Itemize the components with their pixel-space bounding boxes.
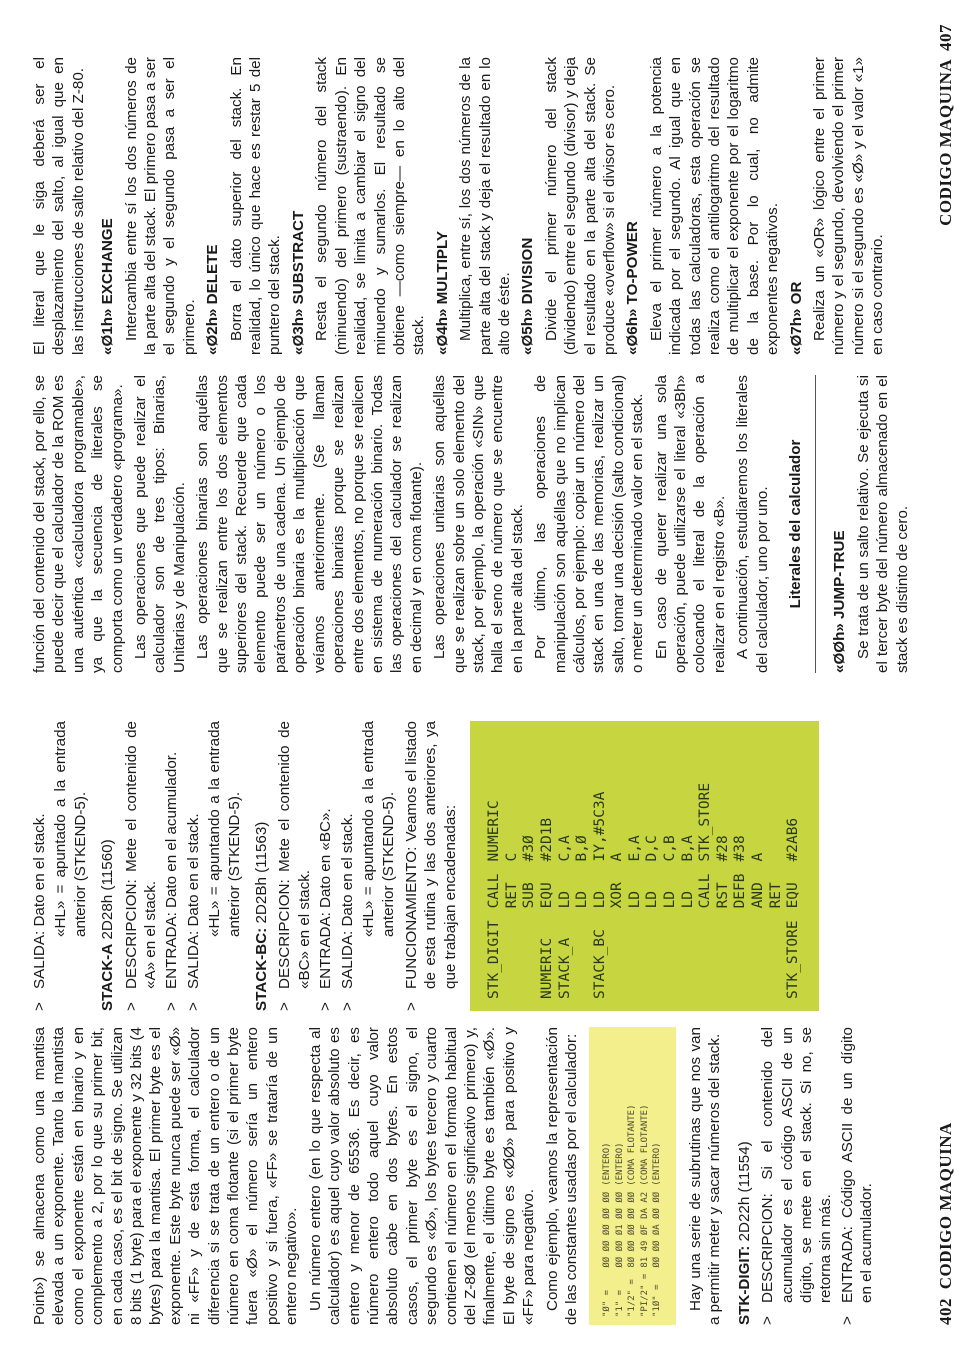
code-line: STACK_A LD C,A <box>556 835 573 999</box>
code-line: NUMERIC EQU #2D1B <box>538 817 555 999</box>
list-item: > DESCRIPCION: Mete el contenido de «BC» en el stack. <box>276 721 313 1011</box>
code-line: LD B,Ø <box>574 835 591 909</box>
paragraph: El literal que le siga deberá ser el desplazamiento del salto, al igual que en las instrucciones de salto relativo del Z-80. <box>31 57 87 355</box>
code-line: CALL STK_STORE <box>697 782 714 909</box>
literal-heading: «Ø4h» MULTIPLY <box>433 230 451 355</box>
literal-heading: «Ø3h» SUBSTRACT <box>289 210 307 355</box>
code-line: LD E,A <box>626 835 643 909</box>
literal-description: Se trata de un salto relativo. Se ejecuta si el tercer byte del número almacenado en el stack es distinto de cero. <box>854 375 911 673</box>
literal-description: Borra el dato superior del stack. En realidad, lo único que hace es restar 5 del puntero del stack. <box>227 57 284 355</box>
list-item: > ENTRADA: Dato en «BC». <box>317 808 335 1011</box>
paragraph: Por último, las operaciones de manipulación son aquéllas que no implican cálculos, por ejemplo: copiar un número del stack en una de las memorias, realizar un salto, tomar una decisión (salto condicional) o meter un determinado valor en el stack. <box>532 375 647 673</box>
paragraph: función del contenido del stack, por ello, se puede decir que el calculador de la ROM es una auténtica «calculadora programable», ya que la secuencia de literales se comporta como un verdadero «programa». <box>31 375 126 673</box>
paragraph: Las operaciones que puede realizar el calculador son de tres tipos: Binarias, Unitarias y de Manipulación. <box>132 375 188 673</box>
constant-row: "Ø" = ØØ ØØ ØØ ØØ ØØ (ENTERO) <box>602 1142 613 1317</box>
code-line: RET <box>767 882 784 909</box>
literal-description: Eleva el primer número a la potencia indicada por el segundo. Al igual que en todas las calculadoras, esta operación se realiza como el antilogaritmo del resultado de multiplicar el exponente por el logaritmo de la base. Por lo cual, no admite exponentes negativos. <box>647 57 782 355</box>
constant-row: "1/2" = 8Ø ØØ ØØ ØØ ØØ (COMA FLOTANTE) <box>627 1104 638 1317</box>
code-line: SUB #3Ø <box>521 835 538 909</box>
column-4 <box>30 57 892 355</box>
list-item: > ENTRADA: Dato en el acumulador. <box>163 751 181 1011</box>
list-item: > ENTRADA: Código ASCII de un dígito en el acumulador. <box>838 1027 876 1325</box>
list-subtext: «HL» = apuntando a la entrada anterior (STKEND-5). <box>360 721 397 937</box>
paragraph: A continuación, estudiaremos los literales del calculador, uno por uno. <box>734 375 771 673</box>
paragraph: Como ejemplo, veamos la representación de las constantes usadas por el calculador: <box>543 1027 580 1325</box>
assembly-listing <box>486 771 803 999</box>
column-2 <box>30 721 829 1011</box>
list-item: > SALIDA: Dato en el stack. <box>31 813 48 1011</box>
code-line: STK_DIGIT CALL NUMERIC <box>486 800 503 999</box>
routine-heading: STK-DIGIT: 2D22h (11554) <box>735 1141 753 1325</box>
literal-heading: «Ø1h» EXCHANGE <box>99 218 117 355</box>
list-item: > DESCRIPCION: Si el contenido del acumulador es el código ASCII de un dígito, se mete en el stack. Si no, se retorna sin más. <box>759 1027 835 1325</box>
literal-description: Realiza un «OR» lógico entre el primer número y el segundo, devolviendo el primer número si el segundo es «Ø» y el valor «1» en caso contrario. <box>811 57 887 355</box>
code-line: DEFB #38 <box>732 835 749 909</box>
code-line: STK_STORE EQU #2AB6 <box>785 817 802 999</box>
paragraph: Las operaciones binarias son aquéllas que se realizan entre los dos elementos superiores del stack. Recuerde que cada elemento puede ser un número o los parámetros de una cadena. Un ejemplo de operación binaria es la multiplicación que veíamos anteriormente. (Se llaman operaciones binarias porque se realizan entre dos elementos, no porque se realicen en sistema de numeración binario. Todas las operaciones del calculador se realizan en decimal y en coma flotante). <box>194 375 425 673</box>
paragraph: Point») se almacena como una mantisa elevada a un exponente. Tanto la mantista como el exponente están en binario y en complemento a 2, por lo que su primer bit, en cada caso, es el bit de signo. Se utilizan 8 bits (1 byte) para el exponente y 32 bits (4 bytes) para la mantisa. El primer byte es el exponente. Este byte nunca puede ser «Ø» ni «FF» y de esta forma, el calculador diferencia si se trata de un entero o de un número en coma flotante (si el primer byte fuera «Ø» el número sería un entero positivo y si fuera, «FF» se trataría de un entero negativo». <box>31 1027 301 1325</box>
constants-table <box>601 1099 664 1318</box>
literal-heading: «Ø6h» TO-POWER <box>624 221 642 355</box>
list-item: > FUNCIONAMIENTO: Veamos el listado de esta rutina y las dos anteriores, ya que trabajan encadenadas: <box>402 721 459 1011</box>
list-subtext: «HL» = apuntando a la entrada anterior (STKEND-5). <box>206 721 243 937</box>
literal-heading: «Ø7h» OR <box>787 281 805 355</box>
code-line: AND A <box>750 852 767 909</box>
literal-description: Multiplica, entre sí, los dos números de la parte alta del stack y deja el resultado en lo alto de éste. <box>457 57 513 355</box>
literal-description: Intercambia entre sí los dos números de la parte alta del stack. El primero pasa a ser el segundo y el segundo pasa a ser el primero. <box>122 57 198 355</box>
list-item: > SALIDA: Dato en el stack. <box>184 813 202 1011</box>
code-line: LD D,C <box>644 835 661 909</box>
constant-row: "1Ø" = ØØ ØØ ØA ØØ ØØ (ENTERO) <box>652 1142 663 1317</box>
literal-description: Resta el segundo número del stack (minuendo) del primero (sustraendo). En realidad, se limita a cambiar el signo del minuendo y sumarlos. El resultado se obtiene —como siempre— en lo alto del stack. <box>313 57 428 355</box>
list-subtext: «HL» = apuntado a la entrada anterior (STKEND-5). <box>52 721 89 937</box>
routine-heading: STACK-A 2D28h (11560) <box>99 839 117 1011</box>
code-line: RET C <box>503 852 520 909</box>
column-3 <box>30 375 916 673</box>
code-line: STACK_BC LD IY,#5C3A <box>591 791 608 999</box>
routine-heading: STACK-BC: 2D2Bh (11563) <box>253 821 271 1011</box>
list-item: > SALIDA: Dato en el stack. <box>338 813 356 1011</box>
constant-row: "PI/2" = 81 49 ØF DA A2 (COMA FLOTANTE) <box>639 1104 650 1317</box>
code-line: XOR A <box>609 852 626 909</box>
literal-heading: «Ø5h» DIVISION <box>519 237 537 355</box>
assembly-listing-box <box>470 721 819 1011</box>
list-item: > DESCRIPCION: Mete el contenido de «A» en el stack. <box>122 721 160 1011</box>
paragraph: Hay una serie de subrutinas que nos van a permitir meter y sacar números del stack. <box>686 1027 724 1325</box>
right-page-folio: CODIGO MAQUINA 407 <box>936 24 955 226</box>
code-line: RST #28 <box>714 835 731 909</box>
literal-description: Divide el primer número del stack (dividendo) entre el segundo (divisor) y deja el resultado en la parte alta del stack. Se produce «overflow» si el divisor es cero. <box>542 57 618 355</box>
section-title: Literales del calculador <box>786 375 816 673</box>
left-page-folio: 402 CODIGO MAQUINA <box>936 1122 955 1325</box>
constant-row: "1" = ØØ ØØ Ø1 ØØ ØØ (ENTERO) <box>614 1142 625 1317</box>
code-line: LD C,B <box>662 835 679 909</box>
paragraph: Las operaciones unitarias son aquéllas que se realizan sobre un solo elemento del stack, por ejemplo, la operación «SIN» que halla el seno de número que se encuentre en la parte alta del stack. <box>431 375 526 673</box>
paragraph: Un número entero (en lo que respecta al calculador) es aquel cuyo valor absoluto es entero y menor de 65536. Es decir, es número entero todo aquel cuyo valor absoluto cabe en dos bytes. En estos casos, el primer byte es el signo, el segundo es «Ø», los bytes tercero y cuarto contienen el número en el formato habitual del Z-8Ø (el menos significativo primero) y, finalmente, el último byte es también «Ø». El byte de signo es «ØØ» para positivo y «FF» para negativo. <box>306 1027 538 1325</box>
code-line: LD B,A <box>679 835 696 909</box>
paragraph: En caso de querer realizar una sola operación, puede utilizarse el literal «3Bh» colocando el literal de la operación a realizar en el registro «B». <box>652 375 728 673</box>
constants-code-box <box>589 1027 676 1325</box>
literal-heading: «ØØh» JUMP-TRUE <box>831 530 849 673</box>
literal-heading: «Ø2h» DELETE <box>204 244 222 355</box>
column-1 <box>30 1027 879 1325</box>
